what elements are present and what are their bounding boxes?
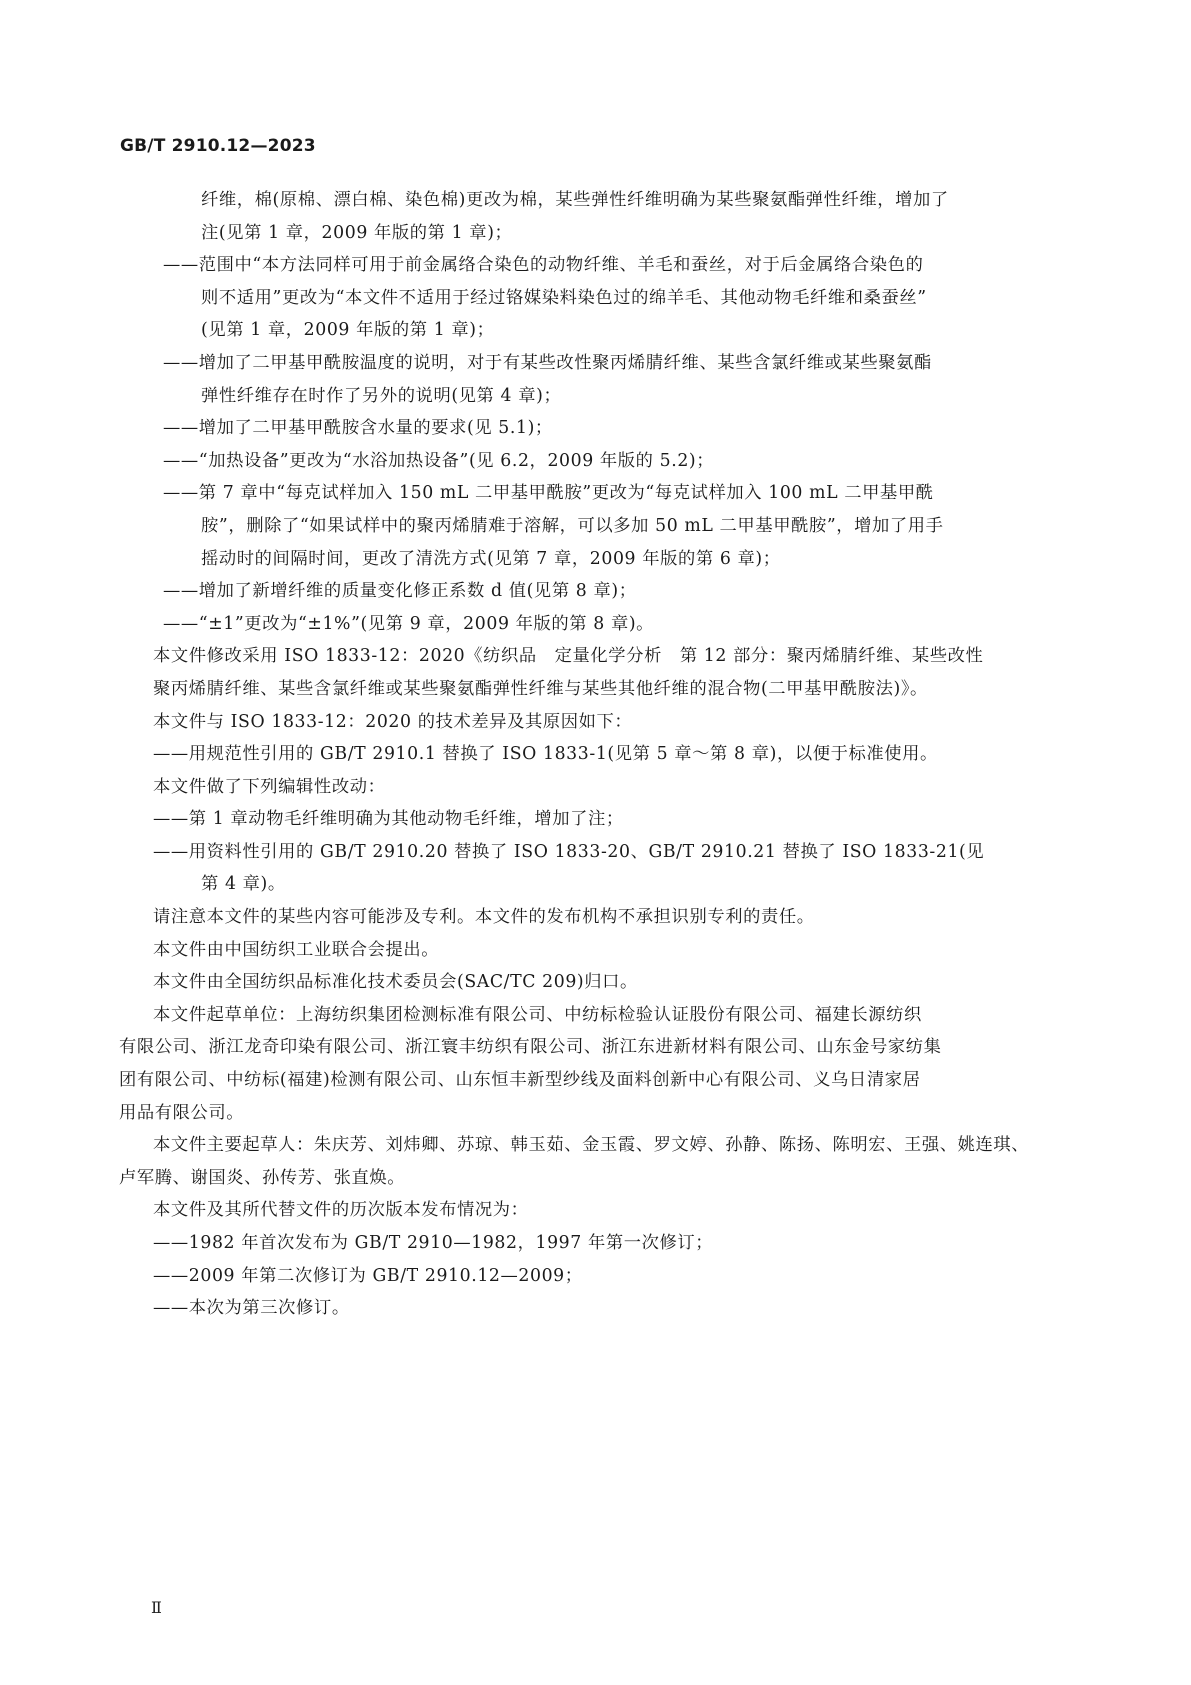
document-body xyxy=(119,184,1043,1325)
text-line: 聚丙烯腈纤维、某些含氯纤维或某些聚氨酯弹性纤维与某些其他纤维的混合物(二甲基甲酰胺法)》。 xyxy=(153,678,928,699)
text-line: 注(见第 1 章，2009 年版的第 1 章)； xyxy=(201,222,513,243)
text-line: 团有限公司、中纺标(福建)检测有限公司、山东恒丰新型纱线及面料创新中心有限公司、义乌日清家居 xyxy=(119,1070,921,1091)
text-line: 纤维，棉(原棉、漂白棉、染色棉)更改为棉，某些弹性纤维明确为某些聚氨酯弹性纤维，增加了 xyxy=(201,190,949,210)
text-line: 本文件及其所代替文件的历次版本发布情况为： xyxy=(153,1200,529,1221)
text-line: ——“±1”更改为“±1%”(见第 9 章，2009 年版的第 8 章)。 xyxy=(163,613,655,634)
text-line: 用品有限公司。 xyxy=(119,1102,245,1123)
text-line: ——增加了二甲基甲酰胺温度的说明，对于有某些改性聚丙烯腈纤维、某些含氯纤维或某些聚氨酯 xyxy=(163,352,932,373)
text-line: 本文件由中国纺织工业联合会提出。 xyxy=(153,939,440,960)
text-line: ——增加了二甲基甲酰胺含水量的要求(见 5.1)； xyxy=(163,418,553,439)
text-line: (见第 1 章，2009 年版的第 1 章)； xyxy=(201,320,495,341)
page-number: Ⅱ xyxy=(151,1598,162,1617)
text-line: 请注意本文件的某些内容可能涉及专利。本文件的发布机构不承担识别专利的责任。 xyxy=(153,907,815,928)
text-line: ——1982 年首次发布为 GB/T 2910—1982，1997 年第一次修订； xyxy=(153,1233,714,1253)
text-line: ——用资料性引用的 GB/T 2910.20 替换了 ISO 1833-20、GB/T 2910.21 替换了 ISO 1833-21(见 xyxy=(153,841,985,862)
text-line: ——用规范性引用的 GB/T 2910.1 替换了 ISO 1833-1(见第 5 章～第 8 章)，以便于标准使用。 xyxy=(153,744,938,765)
text-line: ——本次为第三次修订。 xyxy=(153,1298,350,1319)
text-line: 本文件起草单位：上海纺织集团检测标准有限公司、中纺标检验认证股份有限公司、福建长源纺织 xyxy=(153,1004,922,1025)
text-line: 本文件修改采用 ISO 1833-12：2020《纺织品 定量化学分析 第 12 部分：聚丙烯腈纤维、某些改性 xyxy=(153,646,984,667)
text-line: 胺”，删除了“如果试样中的聚丙烯腈难于溶解，可以多加 50 mL 二甲基甲酰胺”，增加了用手 xyxy=(201,515,944,536)
text-line: ——第 1 章动物毛纤维明确为其他动物毛纤维，增加了注； xyxy=(153,809,624,830)
text-line: 则不适用”更改为“本文件不适用于经过铬媒染料染色过的绵羊毛、其他动物毛纤维和桑蚕丝” xyxy=(201,287,927,308)
text-line: ——第 7 章中“每克试样加入 150 mL 二甲基甲酰胺”更改为“每克试样加入 100 mL 二甲基甲酰 xyxy=(163,483,934,504)
text-line: 第 4 章)。 xyxy=(201,874,286,895)
text-line: 本文件由全国纺织品标准化技术委员会(SAC/TC 209)归口。 xyxy=(153,972,638,993)
document-number: GB/T 2910.12—2023 xyxy=(120,136,316,156)
text-line: ——增加了新增纤维的质量变化修正系数 d 值(见第 8 章)； xyxy=(163,581,637,602)
text-line: 摇动时的间隔时间，更改了清洗方式(见第 7 章，2009 年版的第 6 章)； xyxy=(201,548,781,569)
text-line: 卢军腾、谢国炎、孙传芳、张直焕。 xyxy=(119,1167,406,1188)
text-line: ——“加热设备”更改为“水浴加热设备”(见 6.2，2009 年版的 5.2)； xyxy=(163,450,715,471)
text-line: 本文件与 ISO 1833-12：2020 的技术差异及其原因如下： xyxy=(153,711,633,732)
text-line: 有限公司、浙江龙奇印染有限公司、浙江寰丰纺织有限公司、浙江东进新材料有限公司、山东金号家纺集 xyxy=(119,1037,942,1058)
text-line: ——范围中“本方法同样可用于前金属络合染色的动物纤维、羊毛和蚕丝，对于后金属络合染色的 xyxy=(163,255,924,276)
text-line: 本文件主要起草人：朱庆芳、刘炜卿、苏琼、韩玉茹、金玉霞、罗文婷、孙静、陈扬、陈明宏、王强、姚连琪、 xyxy=(153,1135,1030,1156)
text-line: 本文件做了下列编辑性改动： xyxy=(153,776,386,797)
text-line: 弹性纤维存在时作了另外的说明(见第 4 章)； xyxy=(201,385,562,406)
text-line: ——2009 年第二次修订为 GB/T 2910.12—2009； xyxy=(153,1265,583,1286)
